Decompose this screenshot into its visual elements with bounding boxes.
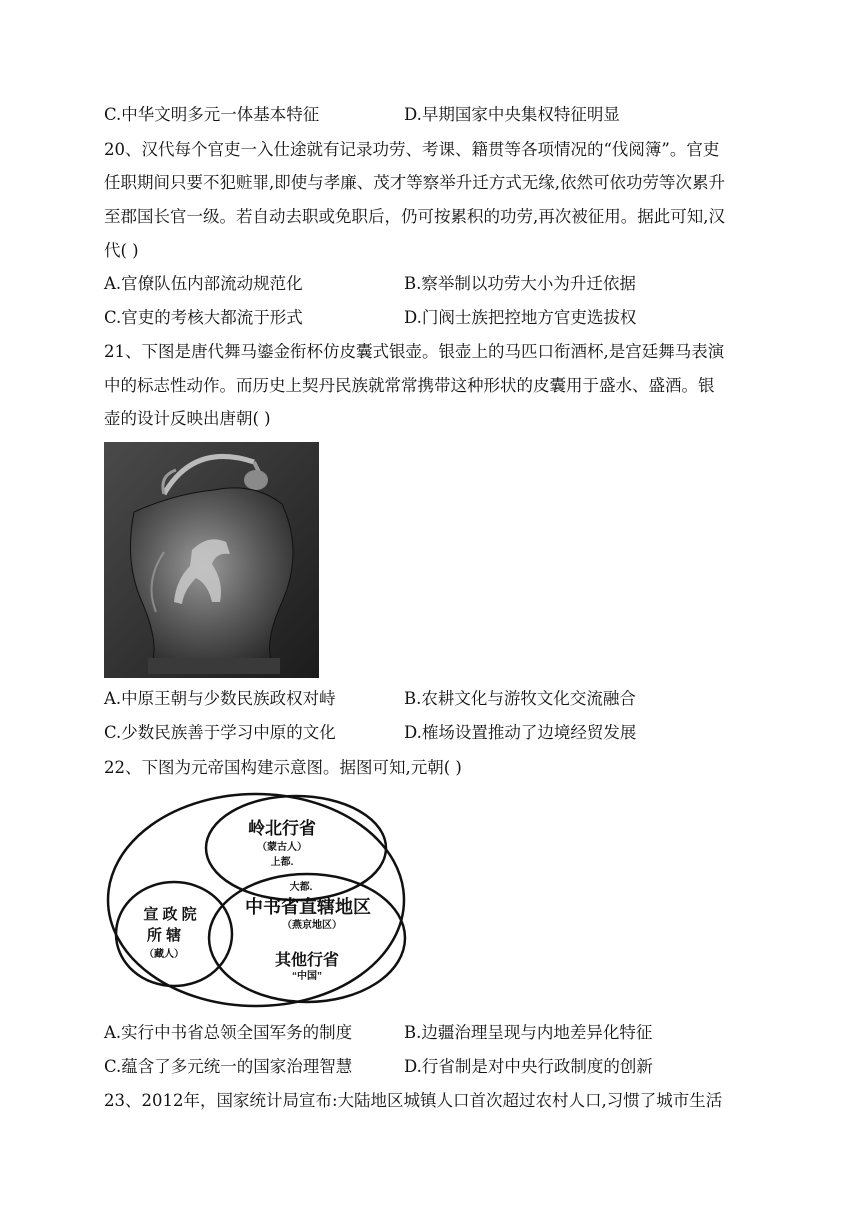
silver-pot-photo [104,442,319,678]
yuan-empire-diagram [104,788,414,1010]
xuanzheng-label-1: 宣 政 院 [143,906,197,923]
q20-option-a: A.官僚队伍内部流动规范化 [104,274,303,293]
q21-option-d: D.榷场设置推动了边境经贸发展 [404,723,637,742]
q22-option-b: B.边疆治理呈现与内地差异化特征 [404,1023,653,1042]
shangdu-label: 上都. [270,857,294,868]
xuanzheng-label-2: 所 辖 [146,927,182,944]
q22-stem: 22、下图为元帝国构建示意图。据图可知,元朝( ) [104,758,462,777]
q21-stem-line-3: 壶的设计反映出唐朝( ) [104,409,271,428]
q21-option-b: B.农耕文化与游牧文化交流融合 [404,689,636,708]
q21-option-a: A.中原王朝与少数民族政权对峙 [104,689,336,708]
q20-stem-line-4: 代( ) [104,241,139,260]
xuanzheng-sub-label: （藏人） [144,949,184,960]
zhongshu-sub-label: （燕京地区） [282,920,342,931]
q21-option-c: C.少数民族善于学习中原的文化 [104,723,336,742]
q21-stem-line-1: 21、下图是唐代舞马鎏金衔杯仿皮囊式银壶。银壶上的马匹口衔酒杯,是宫廷舞马表演 [104,342,725,361]
q19-option-d: D.早期国家中央集权特征明显 [404,105,620,124]
q20-option-b: B.察举制以功劳大小为升迁依据 [404,274,636,293]
dadu-label: 大都. [289,882,313,893]
q20-stem-line-3: 至郡国长官一级。若自动去职或免职后，仍可按累积的功劳,再次被征用。据此可知,汉 [104,207,725,226]
q22-option-d: D.行省制是对中央行政制度的创新 [404,1057,653,1076]
q22-option-c: C.蕴含了多元统一的国家治理智慧 [104,1057,353,1076]
q22-option-a: A.实行中书省总领全国军务的制度 [104,1023,353,1042]
q19-option-c: C.中华文明多元一体基本特征 [104,105,320,124]
q23-stem: 23、2012年，国家统计局宣布:大陆地区城镇人口首次超过农村人口,习惯了城市生活 [104,1091,723,1110]
qita-sub-label: “中国” [292,971,322,982]
zhongshu-ellipse [209,874,405,1002]
q20-stem-line-2: 任职期间只要不犯赃罪,即使与孝廉、茂才等察举升迁方式无缘,依然可依功劳等次累升 [104,173,725,192]
q20-option-c: C.官吏的考核大都流于形式 [104,308,303,327]
q21-stem-line-2: 中的标志性动作。而历史上契丹民族就常常携带这种形状的皮囊用于盛水、盛酒。银 [104,376,715,395]
qita-label: 其他行省 [274,952,340,969]
zhongshu-label: 中书省直辖地区 [245,897,371,917]
q20-option-d: D.门阀士族把控地方官吏选拔权 [404,308,637,327]
lingbei-label: 岭北行省 [248,819,316,838]
q20-stem-line-1: 20、汉代每个官吏一入仕途就有记录功劳、考课、籍贯等各项情况的“伐阅簿”。官吏 [104,140,720,159]
lingbei-sub-label: （蒙古人） [257,842,307,853]
